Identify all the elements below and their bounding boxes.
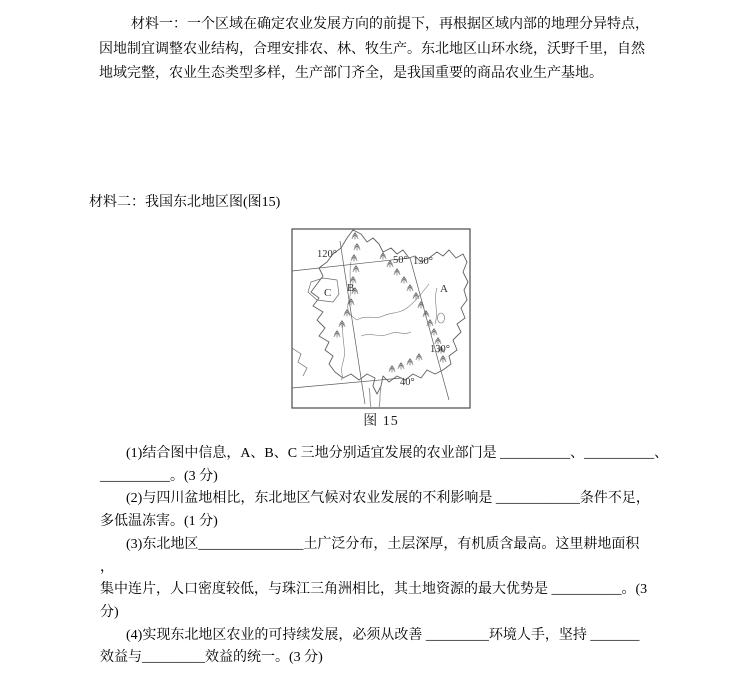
question-4-line-2: 效益与_________效益的统一。(3 分) (100, 650, 323, 666)
question-3-line-4: 分) (100, 604, 119, 620)
question-3-line-3: 集中连片，人口密度较低，与珠江三角洲相比，其土地资源的最大优势是 __________。(3 (100, 582, 648, 598)
material1-paragraph (99, 13, 649, 87)
question-1-line-1: (1)结合图中信息，A、B、C 三地分别适宜发展的农业部门是 __________、__________、 (126, 446, 669, 461)
parallel-40-line (292, 378, 402, 388)
label-lon-120: 120° (317, 249, 337, 260)
label-lon-130-right: 130° (430, 344, 450, 355)
label-point-b: B (347, 282, 355, 294)
west-coastline (292, 348, 381, 407)
question-2-line-1: (2)与四川盆地相比，东北地区气候对农业发展的不利影响是 ____________条件不足， (126, 491, 650, 507)
question-4-line-1: (4)实现东北地区农业的可持续发展，必须从改善 _________环境人手，坚持 _______ (126, 627, 640, 643)
map-caption: 图 15 (363, 414, 399, 429)
label-lat-40: 40° (400, 377, 415, 388)
northeast-china-map (291, 228, 471, 409)
label-lon-130-top: 130° (413, 256, 433, 267)
question-2-line-2: 多低温冻害。(1 分) (100, 514, 218, 530)
material1-line-3: 地域完整，农业生态类型多样，生产部门齐全，是我国重要的商品农业生产基地。 (99, 66, 603, 81)
question-3-line-2: ， (100, 559, 114, 575)
question-3-line-1: (3)东北地区_______________土广泛分布，土层深厚，有机质含最高。这里耕地面积 (126, 536, 640, 552)
material1-line-2: 因地制宜调整农业结构，合理安排农、林、牧生产。东北地区山环水绕，沃野千里，自然 (99, 41, 645, 57)
question-1-line-2: __________。(3 分) (100, 468, 218, 484)
label-lat-50: 50° (393, 255, 408, 266)
lake-outline (438, 313, 445, 323)
label-point-c: C (324, 287, 332, 299)
material1-line-1: 材料一：一个区域在确定农业发展方向的前提下，再根据区域内部的地理分异特点， (131, 17, 649, 32)
meridian-130-line (410, 258, 449, 400)
map-figure (291, 228, 471, 409)
questions-block (100, 443, 668, 670)
label-point-a: A (440, 283, 448, 295)
material2-heading: 材料二：我国东北地区图(图15) (89, 195, 281, 210)
mountain-range-south (389, 354, 422, 373)
